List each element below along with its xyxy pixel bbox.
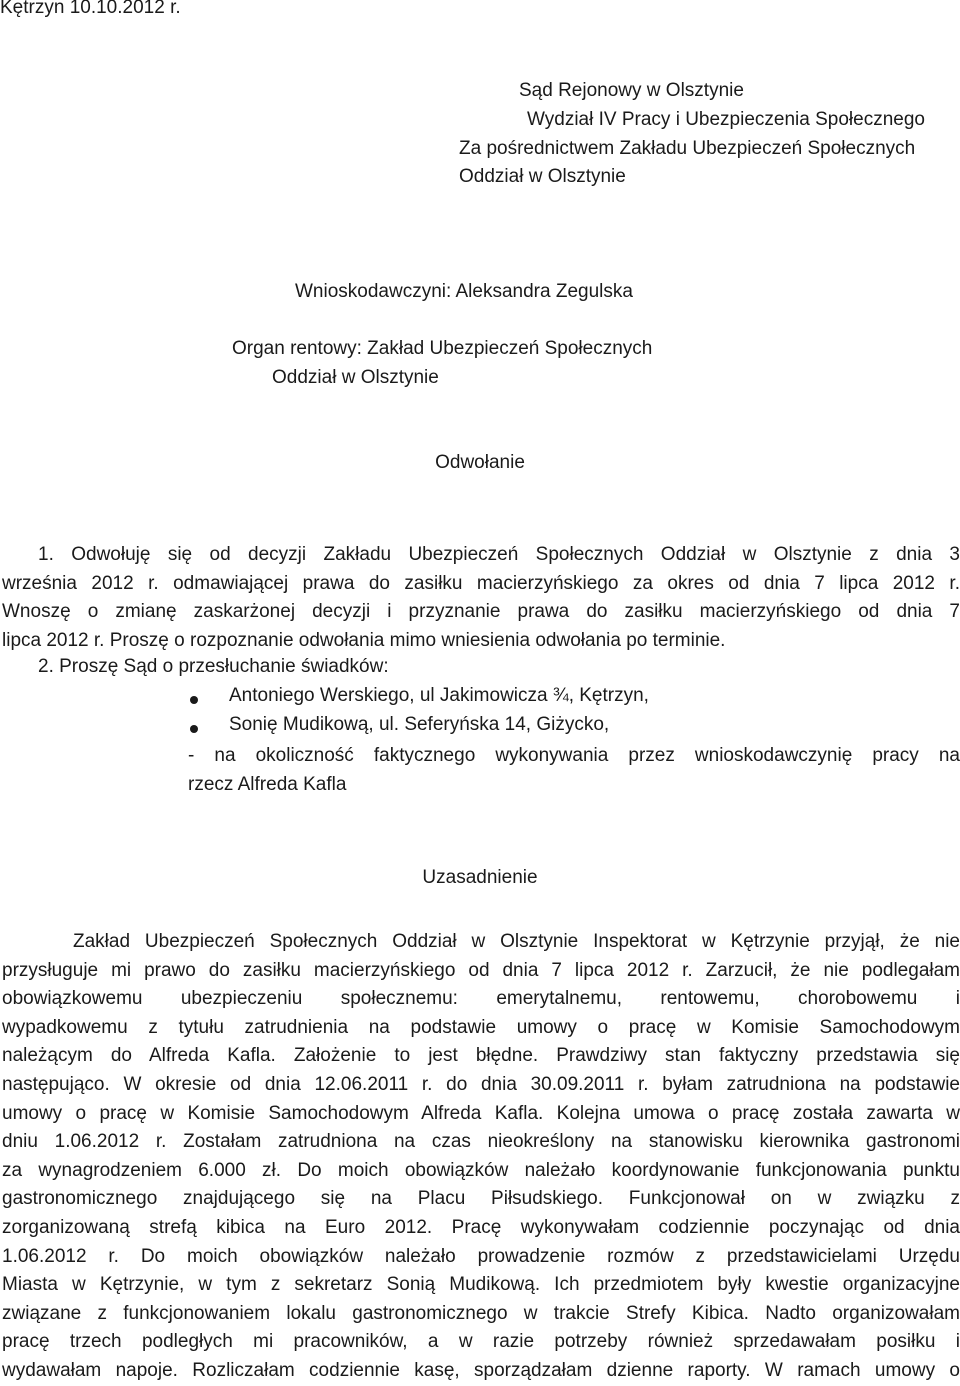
justification-line: za wynagrodzeniem 6.000 zł. Do moich obowiązków należało koordynowanie funkcjonowania punktu [2,1159,960,1181]
addressee-division: Wydział IV Pracy i Ubezpieczenia Społecznego [527,109,925,130]
justification-line: dniu 1.06.2012 r. Zostałam zatrudniona na czas nieokreślony na stanowisku kierownika gastronomi [2,1131,960,1153]
justification-paragraph [2,928,960,1386]
organ-line: Organ rentowy: Zakład Ubezpieczeń Społecznych [232,338,653,359]
bullet-icon [190,725,198,733]
point-2: 2. Proszę Sąd o przesłuchanie świadków: [38,656,389,677]
document-date: Kętrzyn 10.10.2012 r. [0,0,181,18]
justification-line: umowy o pracę w Komisie Samochodowym Alfreda Kafla. Kolejna umowa o pracę została zawarta w [2,1102,960,1124]
justification-heading: Uzasadnienie [422,867,538,888]
bullet-icon [190,696,198,704]
circumstance-line: - na okoliczność faktycznego wykonywania przez wnioskodawczynię pracy na [188,745,960,766]
point-1-line: lipca 2012 r. Proszę o rozpoznanie odwołania mimo wniesienia odwołania po terminie. [2,629,726,651]
addressee-court: Sąd Rejonowy w Olsztynie [519,80,744,101]
witness-item: Sonię Mudikową, ul. Seferyńska 14, Giżycko, [229,714,610,735]
justification-line: Zakład Ubezpieczeń Społecznych Oddział w Olsztynie Inspektorat w Kętrzynie przyjął, że nie [73,931,960,952]
applicant-line: Wnioskodawczyni: Aleksandra Zegulska [295,281,633,302]
justification-line: wypadkowemu z tytułu zatrudnienia na podstawie umowy o pracę w Komisie Samochodowym [2,1016,960,1038]
justification-line: należącym do Alfreda Kafla. Założenie to jest błędne. Prawdziwy stan faktyczny przedstawia się [2,1045,960,1067]
justification-line: Miasta w Kętrzynie, w tym z sekretarz Sonią Mudikową. Ich przedmiotem były kwestie organizacyjne [2,1274,960,1296]
witness-item: Antoniego Werskiego, ul Jakimowicza ¾, Kętrzyn, [229,685,649,706]
circumstance-line: rzecz Alfreda Kafla [188,773,347,795]
addressee-branch: Oddział w Olsztynie [459,166,626,187]
point-1 [2,541,960,655]
appeal-heading: Odwołanie [435,452,525,473]
justification-line: następująco. W okresie od dnia 12.06.2011 r. do dnia 30.09.2011 r. byłam zatrudniona na podstawie [2,1073,960,1095]
justification-line: zorganizowaną strefą kibica na Euro 2012. Pracę wykonywałam codziennie poczynając od dnia [2,1216,960,1238]
point-1-line: Wnoszę o zmianę zaskarżonej decyzji i przyznanie prawa do zasiłku macierzyńskiego od dnia 7 [2,601,960,623]
addressee-via: Za pośrednictwem Zakładu Ubezpieczeń Społecznych [459,138,916,159]
justification-line: wydawałam napoje. Rozliczałam codziennie kasę, sporządzałam dzienne raporty. W ramach umowy o [2,1359,960,1381]
point-1-line: września 2012 r. odmawiającej prawa do zasiłku macierzyńskiego za okres od dnia 7 lipca 2012 r. [2,572,960,594]
justification-line: gastronomicznego znajdującego się na Placu Piłsudskiego. Funkcjonował on w związku z [2,1188,960,1210]
point-1-line: 1. Odwołuję się od decyzji Zakładu Ubezpieczeń Społecznych Oddział w Olsztynie z dnia 3 [38,544,960,565]
justification-line: przysługuje mi prawo do zasiłku macierzyńskiego od dnia 7 lipca 2012 r. Zarzucił, że nie podlegałam [2,959,960,981]
justification-line: obowiązkowemu ubezpieczeniu społecznemu: emerytalnemu, rentowemu, chorobowemu i [2,988,960,1010]
circumstance [188,742,960,799]
justification-line: związane z funkcjonowaniem lokalu gastronomicznego w trakcie Strefy Kibica. Nadto organizowałam [2,1302,960,1324]
organ-branch-line: Oddział w Olsztynie [272,367,439,388]
justification-line: pracę trzech podległych mi pracowników, a w razie potrzeby również sprzedawałam posiłku i [2,1331,960,1353]
justification-line: 1.06.2012 r. Do moich obowiązków należało prowadzenie rozmów z przedstawicielami Urzędu [2,1245,960,1267]
